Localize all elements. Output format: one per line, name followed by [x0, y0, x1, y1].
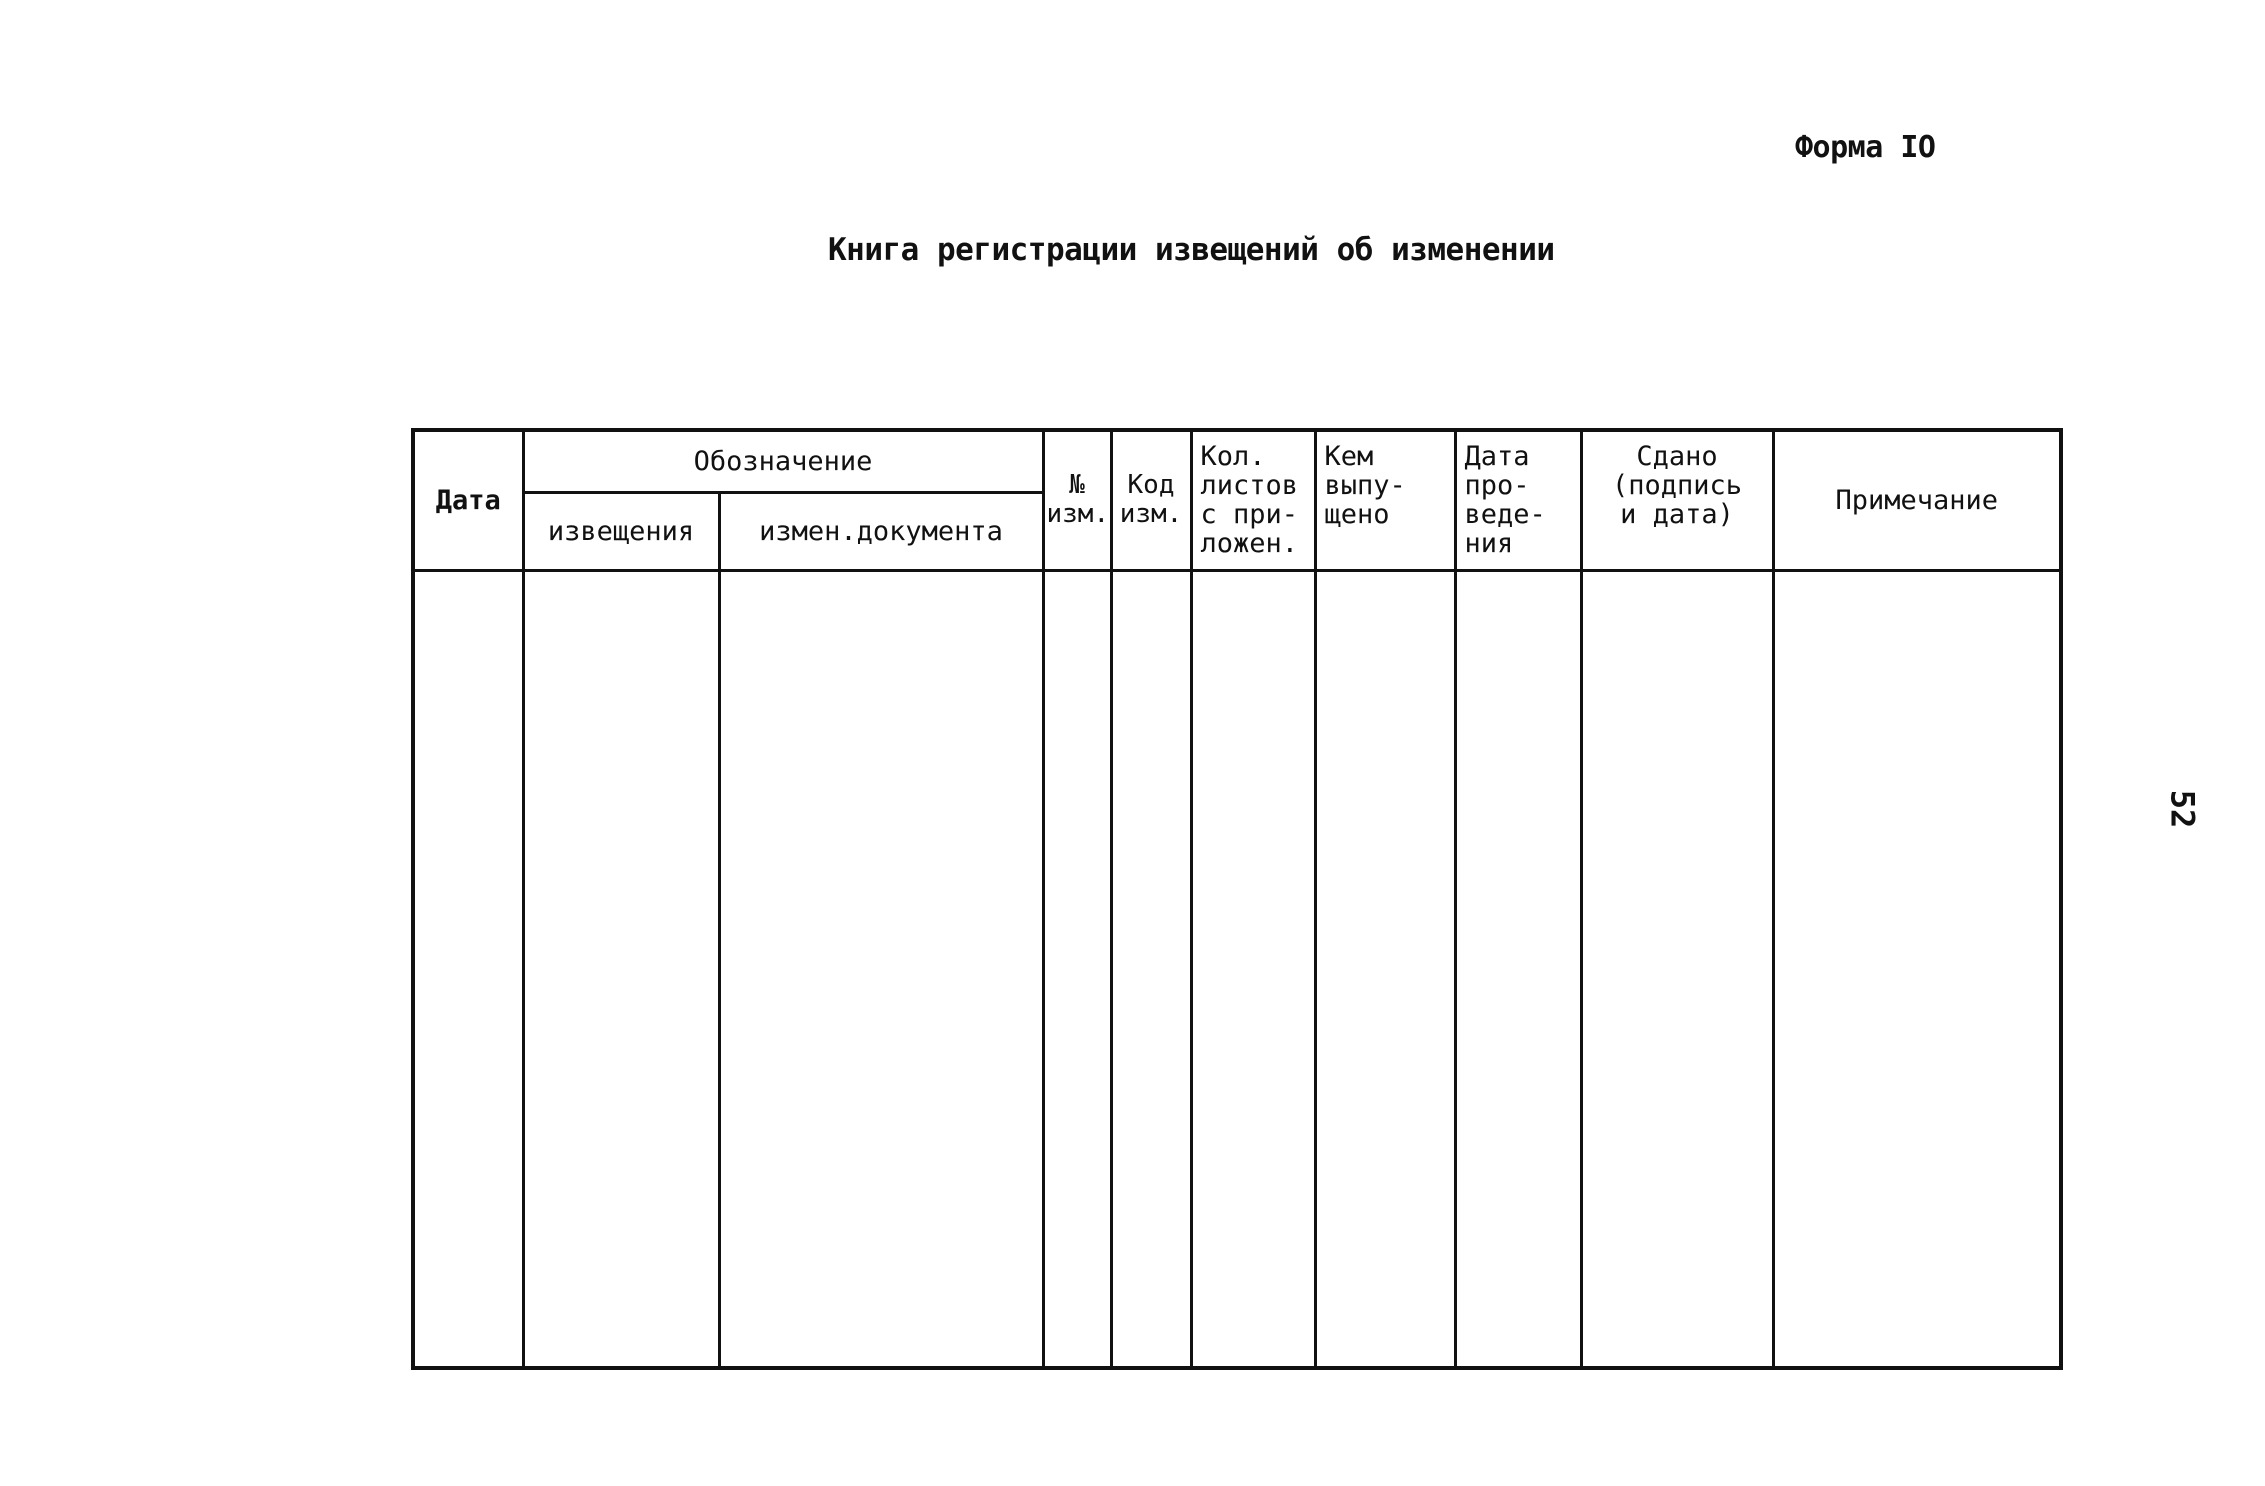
change-notice-register-table	[411, 428, 2063, 1370]
column-header-changed-document: измен.документа	[719, 492, 1043, 570]
cell-execution-date	[1455, 570, 1581, 1368]
cell-date	[413, 570, 523, 1368]
column-header-remarks: Примечание	[1773, 430, 2061, 570]
column-header-change-code: Код изм.	[1111, 430, 1191, 570]
cell-handed-over	[1581, 570, 1773, 1368]
cell-notice	[523, 570, 719, 1368]
cell-issued-by	[1315, 570, 1455, 1368]
cell-change-code	[1111, 570, 1191, 1368]
cell-remarks	[1773, 570, 2061, 1368]
column-header-issued-by: Кем выпу- щено	[1315, 430, 1455, 570]
column-header-sheet-count: Кол. листов с при- ложен.	[1191, 430, 1315, 570]
document-title: Книга регистрации извещений об изменении	[828, 232, 1555, 268]
table-row-empty	[413, 570, 2061, 1368]
cell-sheet-count	[1191, 570, 1315, 1368]
cell-changed-document	[719, 570, 1043, 1368]
table-header-row-1	[413, 430, 2061, 492]
form-label: Форма IO	[1795, 130, 1936, 165]
column-header-execution-date: Дата про- веде- ния	[1455, 430, 1581, 570]
cell-change-number	[1043, 570, 1111, 1368]
column-header-notice: извещения	[523, 492, 719, 570]
page-number: 52	[2163, 789, 2202, 829]
column-header-change-number: № изм.	[1043, 430, 1111, 570]
column-header-handed-over: Сдано (подпись и дата)	[1581, 430, 1773, 570]
column-header-date: Дата	[413, 430, 523, 570]
column-header-designation: Обозначение	[523, 430, 1043, 492]
